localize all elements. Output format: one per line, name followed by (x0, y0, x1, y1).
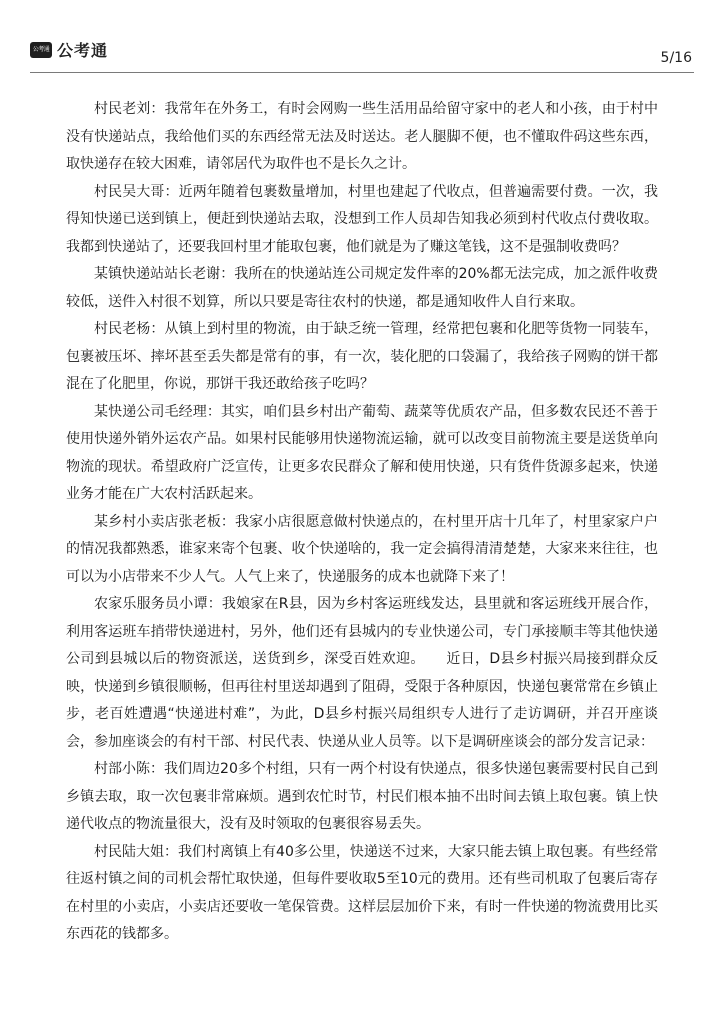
paragraph: 农家乐服务员小谭：我娘家在R县，因为乡村客运班线发达，县里就和客运班线开展合作，利用客运班车捎带快递进村，另外，他们还有县城内的专业快递公司，专门承接顺丰等其他快递公司到县城以后的物资派送，送货到乡，深受百姓欢迎。 近日，D县乡村振兴局接到群众反映，快递到乡镇很顺畅，但再往村里送却遇到了阻碍，受限于各种原因，快递包裹常常在乡镇止步，老百姓遭遇“快递进村难”，为此，D县乡村振兴局组织专人进行了走访调研，并召开座谈会，参加座谈会的有村干部、村民代表、快递从业人员等。以下是调研座谈会的部分发言记录： (66, 596, 658, 750)
paragraph: 村部小陈：我们周边20多个村组，只有一两个村设有快递点，很多快递包裹需要村民自己到乡镇去取，取一次包裹非常麻烦。遇到农忙时节，村民们根本抽不出时间去镇上取包裹。镇上快递代收点的物流量很大，没有及时领取的包裹很容易丢失。 (66, 761, 658, 832)
paragraph: 村民陆大姐：我们村离镇上有40多公里，快递送不过来，大家只能去镇上取包裹。有些经常往返村镇之间的司机会帮忙取快递，但每件要收取5至10元的费用。还有些司机取了包裹后寄存在村里的小卖店，小卖店还要收一笔保管费。这样层层加价下来，有时一件快递的物流费用比买东西花的钱都多。 (66, 843, 658, 942)
document-body (66, 96, 658, 949)
paragraph: 村民吴大哥：近两年随着包裹数量增加，村里也建起了代收点，但普遍需要付费。一次，我得知快递已送到镇上，便赶到快递站去取，没想到工作人员却告知我必须到村代收点付费收取。我都到快递站了，还要我回村里才能取包裹，他们就是为了赚这笔钱，这不是强制收费吗？ (66, 183, 658, 255)
brand-badge-icon: 公考通 (30, 42, 52, 58)
brand-name: 公考通 (57, 41, 109, 60)
paragraph: 某乡村小卖店张老板：我家小店很愿意做村快递点的，在村里开店十几年了，村里家家户户的情况我都熟悉，谁家来寄个包裹、收个快递啥的，我一定会搞得清清楚楚，大家来来往往，也可以为小店带来不少人气。人气上来了，快递服务的成本也就降下来了！ (66, 513, 658, 585)
brand-logo (30, 38, 108, 61)
paragraph: 村民老刘：我常年在外务工，有时会网购一些生活用品给留守家中的老人和小孩，由于村中没有快递站点，我给他们买的东西经常无法及时送达。老人腿脚不便，也不懂取件码这些东西，取快递存在较大困难，请邻居代为取件也不是长久之计。 (66, 101, 658, 172)
paragraph: 村民老杨：从镇上到村里的物流，由于缺乏统一管理，经常把包裹和化肥等货物一同装车，包裹被压坏、摔坏甚至丢失都是常有的事，有一次，装化肥的口袋漏了，我给孩子网购的饼干都混在了化肥里，你说，那饼干我还敢给孩子吃吗？ (66, 321, 658, 392)
page-header (30, 28, 694, 68)
page-number: 5/16 (660, 50, 692, 66)
paragraph: 某镇快递站站长老谢：我所在的快递站连公司规定发件率的20%都无法完成，加之派件收费较低，送件入村很不划算，所以只要是寄往农村的快递，都是通知收件人自行来取。 (66, 266, 658, 310)
header-divider (30, 72, 694, 73)
paragraph: 某快递公司毛经理：其实，咱们县乡村出产葡萄、蔬菜等优质农产品，但多数农民还不善于使用快递外销外运农产品。如果村民能够用快递物流运输，就可以改变目前物流主要是送货单向物流的现状。希望政府广泛宣传，让更多农民群众了解和使用快递，只有货件货源多起来，快递业务才能在广大农村活跃起来。 (66, 403, 658, 502)
